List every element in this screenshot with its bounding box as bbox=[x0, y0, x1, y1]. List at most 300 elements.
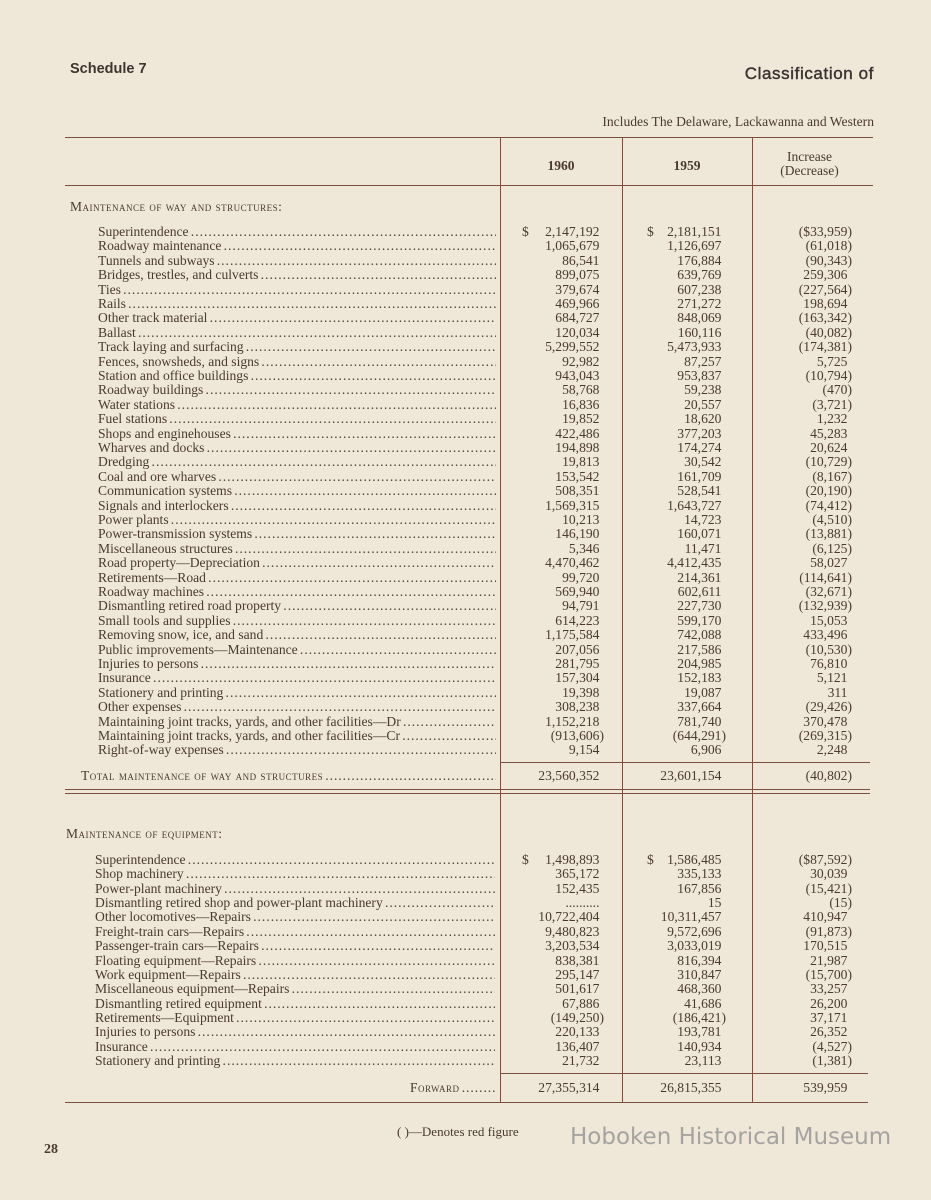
value-text: 59,238 bbox=[684, 382, 722, 398]
row-label: Shops and enginehouses . . . bbox=[98, 426, 496, 441]
value-text: 335,133 bbox=[677, 866, 722, 882]
value-text: 140,934 bbox=[677, 1038, 722, 1054]
table-row bbox=[0, 924, 931, 939]
value-text: (74,412) bbox=[805, 497, 852, 513]
value-1960 bbox=[562, 382, 604, 397]
value-change bbox=[810, 656, 852, 671]
value-text: 308,238 bbox=[555, 699, 600, 715]
table-row bbox=[0, 852, 931, 867]
value-1960 bbox=[551, 1010, 604, 1025]
value-text: 14,723 bbox=[684, 512, 722, 527]
value-text: 10,722,404 bbox=[538, 909, 600, 925]
value-text: (15) bbox=[829, 895, 852, 911]
value-text: 468,360 bbox=[677, 981, 722, 997]
value-1960 bbox=[562, 996, 604, 1011]
row-label: Total maintenance of way and structures . . . bbox=[81, 768, 496, 783]
value-text: 370,478 bbox=[803, 713, 848, 729]
value-1959 bbox=[677, 670, 726, 685]
value-text: 160,116 bbox=[677, 324, 722, 340]
value-change bbox=[810, 866, 852, 881]
row-label: Ties . . . bbox=[98, 282, 496, 297]
value-1960 bbox=[562, 454, 604, 469]
value-text: (10,530) bbox=[805, 641, 852, 657]
value-change bbox=[806, 584, 852, 599]
value-change bbox=[806, 454, 852, 469]
value-1959 bbox=[667, 224, 726, 239]
row-label: Insurance . . . bbox=[95, 1039, 495, 1054]
value-1959 bbox=[660, 1080, 726, 1095]
col-header-1959: 1959 bbox=[673, 158, 701, 173]
rule-total-double-1 bbox=[65, 789, 870, 790]
value-text: 86,541 bbox=[562, 252, 600, 268]
rule-forward-top bbox=[500, 1073, 868, 1074]
value-text: 23,560,352 bbox=[538, 768, 600, 783]
value-1960 bbox=[555, 483, 604, 498]
table-row bbox=[0, 325, 931, 340]
value-1959 bbox=[667, 498, 726, 513]
value-text: (174,381) bbox=[798, 339, 852, 355]
value-1959 bbox=[677, 526, 726, 541]
value-change bbox=[806, 967, 852, 982]
value-1960 bbox=[555, 953, 604, 968]
table-row bbox=[0, 426, 931, 441]
table-row bbox=[0, 282, 931, 297]
value-text: (114,641) bbox=[799, 569, 852, 585]
table-row bbox=[0, 512, 931, 527]
value-text: 99,720 bbox=[562, 569, 600, 585]
rule-total-top bbox=[500, 762, 870, 763]
value-change bbox=[803, 1080, 852, 1095]
value-text: 953,837 bbox=[677, 368, 722, 383]
value-1960 bbox=[565, 895, 604, 910]
value-text: 153,542 bbox=[555, 468, 600, 484]
value-1959 bbox=[684, 411, 726, 426]
value-1959 bbox=[660, 768, 726, 783]
value-text: 508,351 bbox=[555, 483, 600, 499]
value-change bbox=[817, 354, 852, 369]
value-change bbox=[803, 938, 852, 953]
value-text: 30,039 bbox=[810, 866, 848, 882]
row-label: Roadway maintenance . . . bbox=[98, 238, 496, 253]
table-row bbox=[0, 656, 931, 671]
row-label: Station and office buildings . . . bbox=[98, 368, 496, 383]
table-row bbox=[0, 267, 931, 282]
value-text: 4,470,462 bbox=[545, 555, 600, 571]
value-1960 bbox=[562, 354, 604, 369]
value-text: 607,238 bbox=[677, 281, 722, 297]
value-1959 bbox=[677, 866, 726, 881]
value-text: (913,606) bbox=[550, 728, 604, 743]
row-label: Other track material . . . bbox=[98, 310, 496, 325]
value-1959 bbox=[684, 397, 726, 412]
value-1960 bbox=[545, 714, 604, 729]
value-text: 9,572,696 bbox=[667, 923, 722, 939]
value-1960 bbox=[555, 1024, 604, 1039]
row-label: Power plants . . . bbox=[98, 512, 496, 527]
value-1960 bbox=[555, 642, 604, 657]
value-change bbox=[810, 613, 852, 628]
value-1959 bbox=[677, 253, 726, 268]
value-text: 259,306 bbox=[803, 267, 848, 283]
value-change bbox=[817, 742, 852, 757]
value-1960 bbox=[555, 440, 604, 455]
value-text: 848,069 bbox=[677, 310, 722, 326]
row-label: Right-of-way expenses . . . bbox=[98, 742, 496, 757]
value-text: (10,729) bbox=[805, 454, 852, 470]
value-text: 2,147,192 bbox=[545, 224, 600, 239]
value-text: (91,873) bbox=[805, 923, 852, 939]
dollar-sign-1960: $ bbox=[522, 852, 529, 867]
table-row bbox=[0, 699, 931, 714]
value-text: 5,346 bbox=[568, 540, 600, 556]
value-change bbox=[806, 768, 852, 783]
value-text: 94,791 bbox=[562, 598, 600, 614]
value-1959 bbox=[677, 1039, 726, 1054]
value-1959 bbox=[684, 512, 726, 527]
value-1959 bbox=[667, 938, 726, 953]
value-change bbox=[799, 598, 852, 613]
value-text: 469,966 bbox=[555, 296, 600, 311]
value-text: 204,985 bbox=[677, 656, 722, 671]
row-label: Work equipment—Repairs . . . bbox=[95, 967, 495, 982]
value-1959 bbox=[667, 852, 726, 867]
value-change bbox=[806, 483, 852, 498]
value-text: 1,152,218 bbox=[545, 713, 600, 729]
col-header-decrease: (Decrease) bbox=[780, 163, 839, 178]
row-label: Stationery and printing . . . bbox=[95, 1053, 495, 1068]
value-text: ($33,959) bbox=[798, 224, 852, 239]
value-text: (3,721) bbox=[812, 396, 852, 412]
table-row bbox=[0, 996, 931, 1011]
value-text: 170,515 bbox=[803, 938, 848, 954]
value-text: 5,299,552 bbox=[545, 339, 600, 355]
value-1959 bbox=[684, 354, 726, 369]
value-text: 19,087 bbox=[684, 684, 722, 700]
value-text: 15,053 bbox=[810, 612, 848, 628]
value-change bbox=[806, 253, 852, 268]
value-text: 528,541 bbox=[677, 483, 722, 499]
value-change bbox=[806, 325, 852, 340]
value-1959 bbox=[678, 325, 726, 340]
value-text: (90,343) bbox=[805, 252, 852, 268]
page-number: 28 bbox=[44, 1142, 58, 1157]
value-text: 5,725 bbox=[816, 353, 848, 369]
value-1960 bbox=[538, 909, 604, 924]
value-1960 bbox=[562, 1053, 604, 1068]
subtitle: Includes The Delaware, Lackawanna and Western bbox=[602, 114, 874, 129]
row-label: Coal and ore wharves . . . bbox=[98, 469, 496, 484]
value-text: 337,664 bbox=[677, 699, 722, 715]
table-row bbox=[0, 613, 931, 628]
table-row bbox=[0, 642, 931, 657]
value-change bbox=[803, 267, 852, 282]
value-1960 bbox=[562, 253, 604, 268]
value-1959 bbox=[677, 953, 726, 968]
col-header-increase: Increase bbox=[787, 149, 832, 164]
value-text: 899,075 bbox=[555, 267, 600, 283]
value-change bbox=[812, 469, 852, 484]
row-label: Tunnels and subways . . . bbox=[98, 253, 496, 268]
row-label: Freight-train cars—Repairs . . . bbox=[95, 924, 495, 939]
value-change bbox=[823, 382, 852, 397]
value-text: 943,043 bbox=[555, 368, 600, 383]
table-row bbox=[0, 909, 931, 924]
dollar-sign-1959: $ bbox=[647, 224, 654, 239]
row-label: Fuel stations . . . bbox=[98, 411, 496, 426]
table-row bbox=[0, 938, 931, 953]
row-label: Miscellaneous equipment—Repairs . . . bbox=[95, 981, 495, 996]
value-text: 365,172 bbox=[555, 866, 600, 882]
value-text: (1,381) bbox=[812, 1053, 852, 1069]
table-row bbox=[0, 1039, 931, 1054]
row-label: Road property—Depreciation . . . bbox=[98, 555, 496, 570]
value-text: 227,730 bbox=[677, 598, 722, 614]
row-label: Insurance . . . bbox=[98, 670, 496, 685]
value-change bbox=[806, 498, 852, 513]
value-change bbox=[806, 526, 852, 541]
value-text: 1,232 bbox=[816, 411, 848, 427]
value-1960 bbox=[545, 938, 604, 953]
value-text: (644,291) bbox=[672, 728, 726, 743]
table-row bbox=[0, 526, 931, 541]
value-1960 bbox=[555, 584, 604, 599]
row-label: Water stations . . . bbox=[98, 397, 496, 412]
value-text: 136,407 bbox=[555, 1038, 600, 1054]
value-1960 bbox=[545, 852, 604, 867]
table-row bbox=[0, 881, 931, 896]
schedule-label: Schedule 7 bbox=[70, 61, 147, 77]
value-text: ($87,592) bbox=[798, 852, 852, 867]
value-1960 bbox=[545, 224, 604, 239]
row-label: Forward . . . bbox=[410, 1080, 496, 1095]
row-label: Superintendence . . . bbox=[95, 852, 495, 867]
row-label: Rails . . . bbox=[98, 296, 496, 311]
value-1960 bbox=[555, 967, 604, 982]
value-text: (13,881) bbox=[805, 526, 852, 542]
row-label: Other expenses . . . bbox=[98, 699, 496, 714]
table-row bbox=[0, 310, 931, 325]
value-1959 bbox=[677, 296, 726, 311]
value-change bbox=[803, 296, 852, 311]
value-text: 152,183 bbox=[677, 670, 722, 686]
page-title: Classification of bbox=[744, 64, 874, 83]
table-row bbox=[0, 670, 931, 685]
value-text: 174,274 bbox=[677, 440, 722, 455]
value-change bbox=[812, 541, 852, 556]
value-text: (4,510) bbox=[812, 512, 852, 527]
value-1959 bbox=[691, 742, 726, 757]
value-1959 bbox=[667, 924, 726, 939]
table-row bbox=[0, 411, 931, 426]
table-row bbox=[0, 1024, 931, 1039]
value-1960 bbox=[555, 656, 604, 671]
value-text: 781,740 bbox=[677, 713, 722, 729]
table-row bbox=[0, 967, 931, 982]
table-row bbox=[0, 339, 931, 354]
row-label: Stationery and printing . . . bbox=[98, 685, 496, 700]
value-text: 742,088 bbox=[677, 627, 722, 643]
total-row bbox=[0, 768, 931, 783]
value-1959 bbox=[684, 382, 726, 397]
value-text: 23,113 bbox=[684, 1053, 722, 1069]
row-label: Passenger-train cars—Repairs . . . bbox=[95, 938, 495, 953]
value-text: (29,426) bbox=[805, 699, 852, 715]
value-change bbox=[812, 512, 852, 527]
value-text: 161,709 bbox=[677, 468, 722, 484]
value-text: 26,200 bbox=[810, 995, 848, 1011]
value-text: 41,686 bbox=[684, 995, 722, 1011]
row-label: Dismantling retired equipment . . . bbox=[95, 996, 495, 1011]
table-row bbox=[0, 742, 931, 757]
table-row bbox=[0, 469, 931, 484]
value-text: 67,886 bbox=[562, 995, 600, 1011]
value-1959 bbox=[677, 714, 726, 729]
value-change bbox=[810, 1024, 852, 1039]
value-1959 bbox=[667, 339, 726, 354]
value-1959 bbox=[677, 310, 726, 325]
value-change bbox=[810, 996, 852, 1011]
value-text: 26,815,355 bbox=[660, 1080, 722, 1095]
value-1959 bbox=[673, 1010, 726, 1025]
value-change bbox=[806, 881, 852, 896]
table-row bbox=[0, 498, 931, 513]
watermark: Hoboken Historical Museum bbox=[570, 1124, 892, 1150]
row-label: Track laying and surfacing . . . bbox=[98, 339, 496, 354]
value-text: 20,624 bbox=[810, 440, 848, 455]
value-text: 838,381 bbox=[555, 952, 600, 968]
value-1959 bbox=[677, 613, 726, 628]
value-text: 433,496 bbox=[803, 627, 848, 643]
value-text: 1,498,893 bbox=[545, 852, 600, 867]
value-change bbox=[806, 642, 852, 657]
value-text: 21,987 bbox=[810, 952, 848, 968]
value-change bbox=[812, 397, 852, 412]
value-change bbox=[810, 555, 852, 570]
value-change bbox=[810, 426, 852, 441]
value-text: 614,223 bbox=[555, 612, 600, 628]
value-text: 539,959 bbox=[803, 1080, 848, 1095]
value-1959 bbox=[677, 656, 726, 671]
value-1959 bbox=[677, 570, 726, 585]
value-text: 87,257 bbox=[684, 353, 722, 369]
value-text: (10,794) bbox=[805, 368, 852, 383]
table-row bbox=[0, 981, 931, 996]
value-text: (4,527) bbox=[812, 1038, 852, 1054]
table-row bbox=[0, 368, 931, 383]
table-row bbox=[0, 1010, 931, 1025]
value-text: 310,847 bbox=[677, 966, 722, 982]
table-row bbox=[0, 1053, 931, 1068]
value-text: 76,810 bbox=[810, 656, 848, 671]
value-1959 bbox=[677, 699, 726, 714]
value-text: 684,727 bbox=[555, 310, 600, 326]
section-heading-equipment: Maintenance of equipment: bbox=[66, 826, 223, 841]
value-change bbox=[806, 699, 852, 714]
value-text: 1,175,584 bbox=[545, 627, 600, 643]
value-text: 92,982 bbox=[562, 353, 600, 369]
dollar-sign-1959: $ bbox=[647, 852, 654, 867]
value-text: 26,352 bbox=[810, 1024, 848, 1040]
value-1959 bbox=[677, 368, 726, 383]
value-text: 45,283 bbox=[810, 425, 848, 441]
value-1960 bbox=[562, 685, 604, 700]
value-change bbox=[803, 909, 852, 924]
value-change bbox=[803, 627, 852, 642]
value-text: 18,620 bbox=[684, 411, 722, 427]
value-text: (470) bbox=[822, 382, 852, 398]
value-text: 21,732 bbox=[562, 1053, 600, 1069]
table-row bbox=[0, 555, 931, 570]
value-change bbox=[799, 224, 852, 239]
value-text: 10,213 bbox=[562, 512, 600, 527]
table-row bbox=[0, 866, 931, 881]
table-row bbox=[0, 627, 931, 642]
value-text: 152,435 bbox=[555, 880, 600, 896]
row-label: Dredging . . . bbox=[98, 454, 496, 469]
value-text: 193,781 bbox=[677, 1024, 722, 1040]
table-row bbox=[0, 296, 931, 311]
table-row bbox=[0, 541, 931, 556]
value-1959 bbox=[678, 584, 726, 599]
value-1959 bbox=[661, 909, 726, 924]
value-text: 214,361 bbox=[677, 569, 722, 585]
value-text: (8,167) bbox=[812, 468, 852, 484]
value-text: 19,398 bbox=[562, 684, 600, 700]
value-text: 194,898 bbox=[555, 440, 600, 455]
value-text: 639,769 bbox=[677, 267, 722, 283]
value-1959 bbox=[677, 1024, 726, 1039]
value-text: 220,133 bbox=[555, 1024, 600, 1040]
value-text: (6,125) bbox=[812, 540, 852, 556]
value-text: 1,643,727 bbox=[667, 497, 722, 513]
value-text: 157,304 bbox=[555, 670, 600, 686]
value-text: 311 bbox=[827, 684, 848, 700]
value-text: 5,121 bbox=[816, 670, 848, 686]
table-row bbox=[0, 354, 931, 369]
value-1960 bbox=[555, 426, 604, 441]
value-change bbox=[829, 895, 852, 910]
value-1960 bbox=[545, 555, 604, 570]
value-text: (163,342) bbox=[798, 310, 852, 326]
value-text: (40,082) bbox=[805, 324, 852, 340]
value-1960 bbox=[545, 627, 604, 642]
value-text: 4,412,435 bbox=[667, 555, 722, 571]
table-row bbox=[0, 685, 931, 700]
value-change bbox=[799, 570, 852, 585]
value-text: 58,768 bbox=[562, 382, 600, 398]
value-text: (15,421) bbox=[805, 880, 852, 896]
value-text: 377,203 bbox=[677, 425, 722, 441]
value-1960 bbox=[562, 397, 604, 412]
value-text: 16,836 bbox=[562, 396, 600, 412]
value-1959 bbox=[684, 454, 726, 469]
row-label: Public improvements—Maintenance . . . bbox=[98, 642, 496, 657]
value-text: 217,586 bbox=[677, 641, 722, 657]
value-text: 9,480,823 bbox=[545, 923, 600, 939]
table-row bbox=[0, 728, 931, 743]
row-label: Roadway machines . . . bbox=[98, 584, 496, 599]
value-text: 422,486 bbox=[555, 425, 600, 441]
value-1959 bbox=[677, 642, 726, 657]
footnote: ( )—Denotes red figure bbox=[397, 1124, 519, 1139]
table-row bbox=[0, 483, 931, 498]
value-text: 1,586,485 bbox=[667, 852, 722, 867]
value-text: 816,394 bbox=[677, 952, 722, 968]
value-change bbox=[817, 411, 852, 426]
value-text: (132,939) bbox=[798, 598, 852, 614]
value-text: 58,027 bbox=[810, 555, 848, 571]
value-1960 bbox=[555, 866, 604, 881]
